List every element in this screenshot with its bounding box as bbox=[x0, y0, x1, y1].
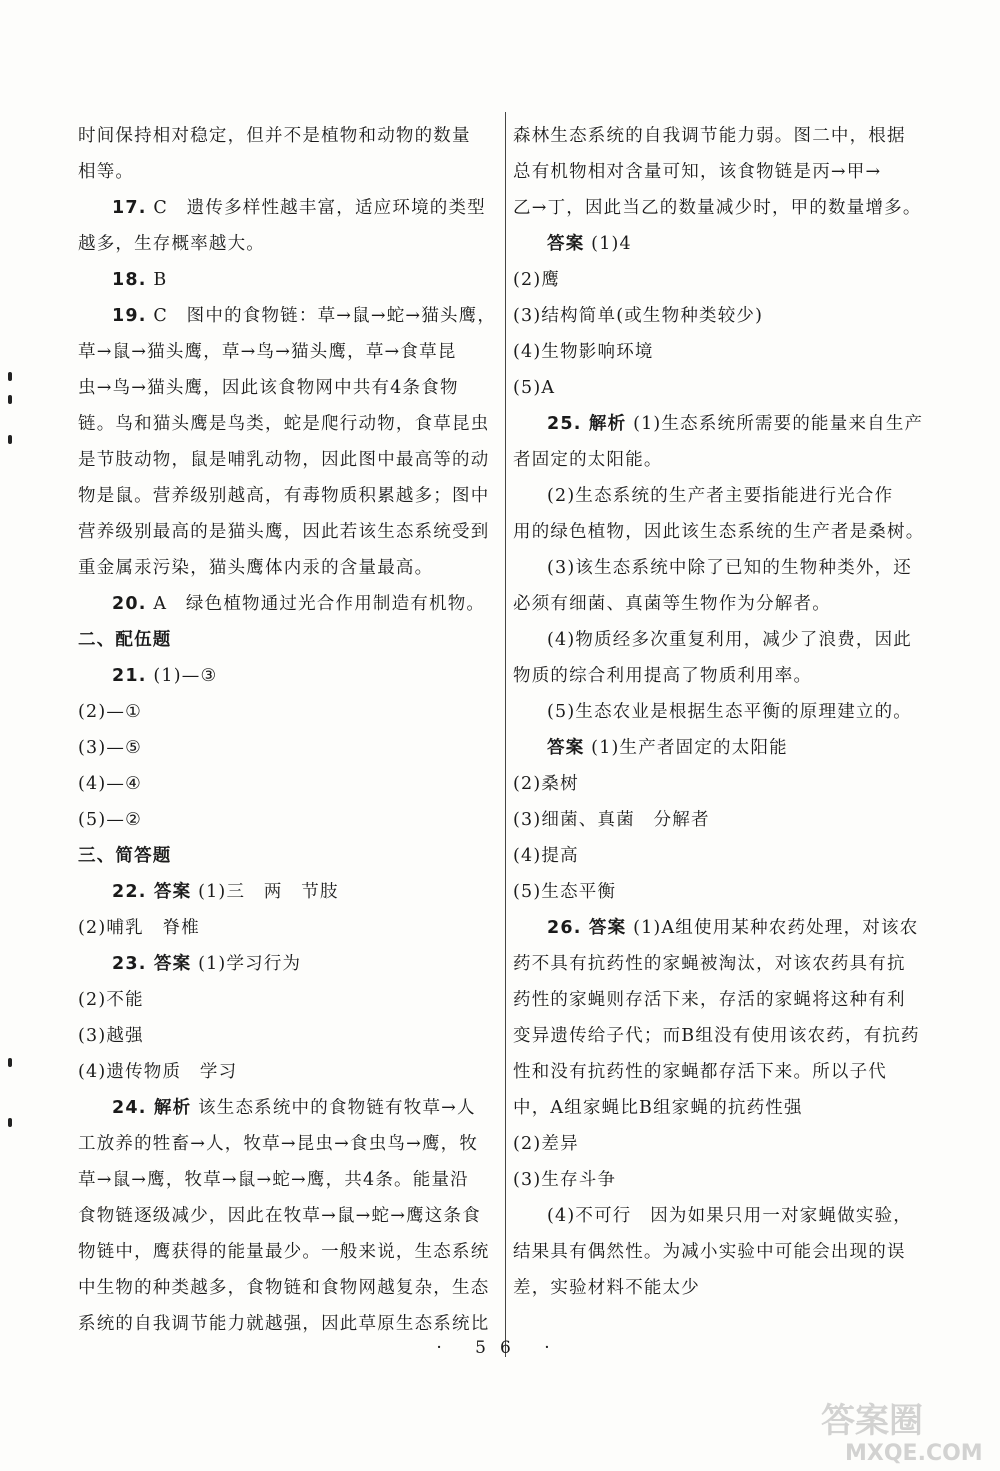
scan-mark bbox=[8, 435, 12, 444]
text-line: 虫→鸟→猫头鹰，因此该食物网中共有4条食物 bbox=[78, 378, 459, 398]
text-line: 系统的自我调节能力就越强，因此草原生态系统比 bbox=[78, 1314, 490, 1334]
text-line bbox=[78, 190, 498, 226]
question-text: C 图中的食物链：草→鼠→蛇→猫头鹰， bbox=[153, 306, 497, 326]
question-number: 21. bbox=[112, 666, 147, 686]
question-text: (1)4 bbox=[591, 234, 632, 254]
text-line: 工放养的牲畜→人，牧草→昆虫→食虫鸟→鹰，牧 bbox=[78, 1134, 479, 1154]
question-number: 17. bbox=[112, 198, 147, 218]
text-line: (5)A bbox=[513, 378, 556, 398]
right-column bbox=[513, 118, 925, 1306]
text-line: (4)不可行 因为如果只用一对家蝇做实验， bbox=[547, 1206, 912, 1226]
text-line: (3)越强 bbox=[78, 1026, 144, 1046]
question-number: 23. 答案 bbox=[112, 954, 192, 974]
text-line bbox=[78, 1090, 498, 1126]
left-column bbox=[78, 118, 498, 1342]
text-line bbox=[78, 586, 498, 622]
watermark-text: 答案圈 bbox=[821, 1401, 923, 1441]
question-number: 24. 解析 bbox=[112, 1098, 192, 1118]
text-line: (3)生存斗争 bbox=[513, 1170, 617, 1190]
text-line bbox=[78, 262, 498, 298]
text-line: 结果具有偶然性。为减小实验中可能会出现的误 bbox=[513, 1242, 906, 1262]
text-line: 是节肢动物，鼠是哺乳动物，因此图中最高等的动 bbox=[78, 450, 490, 470]
text-line: (3)细菌、真菌 分解者 bbox=[513, 810, 710, 830]
text-line: 越多，生存概率越大。 bbox=[78, 234, 265, 254]
text-line bbox=[513, 730, 925, 766]
text-line: 中生物的种类越多，食物链和食物网越复杂，生态 bbox=[78, 1278, 490, 1298]
text-line: (3)该生态系统中除了已知的生物种类外，还 bbox=[547, 558, 912, 578]
section-heading: 二、配伍题 bbox=[78, 630, 172, 650]
text-line: (2)鹰 bbox=[513, 270, 561, 290]
question-text: (1)生态系统所需要的能量来自生产 bbox=[633, 414, 924, 434]
text-line: 总有机物相对含量可知，该食物链是丙→甲→ bbox=[513, 162, 882, 182]
text-line: (5)生态平衡 bbox=[513, 882, 617, 902]
text-line: (2)桑树 bbox=[513, 774, 579, 794]
text-line: (5)生态农业是根据生态平衡的原理建立的。 bbox=[547, 702, 912, 722]
scan-mark bbox=[8, 372, 12, 381]
text-line: (4)提高 bbox=[513, 846, 579, 866]
question-text: 该生态系统中的食物链有牧草→人 bbox=[198, 1098, 476, 1118]
text-line: 物是鼠。营养级别越高，有毒物质积累越多；图中 bbox=[78, 486, 490, 506]
question-text: (1)生产者固定的太阳能 bbox=[591, 738, 788, 758]
question-number: 26. 答案 bbox=[547, 918, 627, 938]
text-line: (4)生物影响环境 bbox=[513, 342, 654, 362]
text-line bbox=[78, 946, 498, 982]
text-line: (2)不能 bbox=[78, 990, 144, 1010]
text-line: (2)差异 bbox=[513, 1134, 579, 1154]
question-number: 答案 bbox=[547, 234, 585, 254]
text-line: 森林生态系统的自我调节能力弱。图二中，根据 bbox=[513, 126, 906, 146]
scan-mark bbox=[8, 1118, 12, 1127]
question-text: (1)学习行为 bbox=[198, 954, 302, 974]
text-line bbox=[78, 298, 498, 334]
text-line: 用的绿色植物，因此该生态系统的生产者是桑树。 bbox=[513, 522, 925, 542]
text-line: 链。鸟和猫头鹰是鸟类，蛇是爬行动物，食草昆虫 bbox=[78, 414, 490, 434]
scan-mark bbox=[8, 395, 12, 404]
text-line: 草→鼠→鹰，牧草→鼠→蛇→鹰，共4条。能量沿 bbox=[78, 1170, 469, 1190]
text-line: 者固定的太阳能。 bbox=[513, 450, 663, 470]
text-line: 相等。 bbox=[78, 162, 135, 182]
question-text: (1)—③ bbox=[153, 666, 218, 686]
question-text: C 遗传多样性越丰富，适应环境的类型 bbox=[153, 198, 486, 218]
text-line: 营养级别最高的是猫头鹰，因此若该生态系统受到 bbox=[78, 522, 490, 542]
question-number: 22. 答案 bbox=[112, 882, 192, 902]
text-line: 草→鼠→猫头鹰，草→鸟→猫头鹰，草→食草昆 bbox=[78, 342, 457, 362]
text-line: 中，A组家蝇比B组家蝇的抗药性强 bbox=[513, 1098, 803, 1118]
question-number: 20. bbox=[112, 594, 147, 614]
text-line: 差，实验材料不能太少 bbox=[513, 1278, 700, 1298]
text-line bbox=[78, 658, 498, 694]
text-line: 食物链逐级减少，因此在牧草→鼠→蛇→鹰这条食 bbox=[78, 1206, 481, 1226]
page-number: · 56 · bbox=[436, 1338, 564, 1358]
text-line: 乙→丁，因此当乙的数量减少时，甲的数量增多。 bbox=[513, 198, 922, 218]
text-line: 物链中，鹰获得的能量最少。一般来说，生态系统 bbox=[78, 1242, 490, 1262]
question-number: 19. bbox=[112, 306, 147, 326]
page-number-value: 56 bbox=[475, 1338, 525, 1358]
text-line bbox=[78, 874, 498, 910]
question-text: (1)三 两 节肢 bbox=[198, 882, 339, 902]
column-divider bbox=[505, 112, 506, 1357]
question-text: A 绿色植物通过光合作用制造有机物。 bbox=[153, 594, 486, 614]
text-line: 必须有细菌、真菌等生物作为分解者。 bbox=[513, 594, 831, 614]
text-line: (2)—① bbox=[78, 702, 142, 722]
text-line: (2)哺乳 脊椎 bbox=[78, 918, 200, 938]
text-line: 变异遗传给子代；而B组没有使用该农药，有抗药 bbox=[513, 1026, 920, 1046]
question-text: (1)A组使用某种农药处理，对该农 bbox=[633, 918, 919, 938]
watermark-url: MXQE.COM bbox=[845, 1441, 983, 1466]
text-line: 时间保持相对稳定，但并不是植物和动物的数量 bbox=[78, 126, 471, 146]
text-line: 重金属汞污染，猫头鹰体内汞的含量最高。 bbox=[78, 558, 434, 578]
text-line: 药性的家蝇则存活下来，存活的家蝇将这种有利 bbox=[513, 990, 906, 1010]
text-line: 物质的综合利用提高了物质利用率。 bbox=[513, 666, 813, 686]
text-line bbox=[513, 406, 925, 442]
question-text: B bbox=[153, 270, 168, 290]
section-heading: 三、简答题 bbox=[78, 846, 172, 866]
question-number: 18. bbox=[112, 270, 147, 290]
text-line: 性和没有抗药性的家蝇都存活下来。所以子代 bbox=[513, 1062, 887, 1082]
text-line: (3)—⑤ bbox=[78, 738, 142, 758]
question-number: 25. 解析 bbox=[547, 414, 627, 434]
text-line bbox=[513, 910, 925, 946]
scan-mark bbox=[8, 1058, 12, 1067]
text-line: 药不具有抗药性的家蝇被淘汰，对该农药具有抗 bbox=[513, 954, 906, 974]
question-number: 答案 bbox=[547, 738, 585, 758]
text-line bbox=[513, 226, 925, 262]
text-line: (4)—④ bbox=[78, 774, 142, 794]
text-line: (4)遗传物质 学习 bbox=[78, 1062, 238, 1082]
watermark-logo bbox=[815, 1392, 993, 1466]
text-line: (3)结构简单(或生物种类较少) bbox=[513, 306, 764, 326]
text-line: (2)生态系统的生产者主要指能进行光合作 bbox=[547, 486, 894, 506]
text-line: (4)物质经多次重复利用，减少了浪费，因此 bbox=[547, 630, 912, 650]
text-line: (5)—② bbox=[78, 810, 142, 830]
